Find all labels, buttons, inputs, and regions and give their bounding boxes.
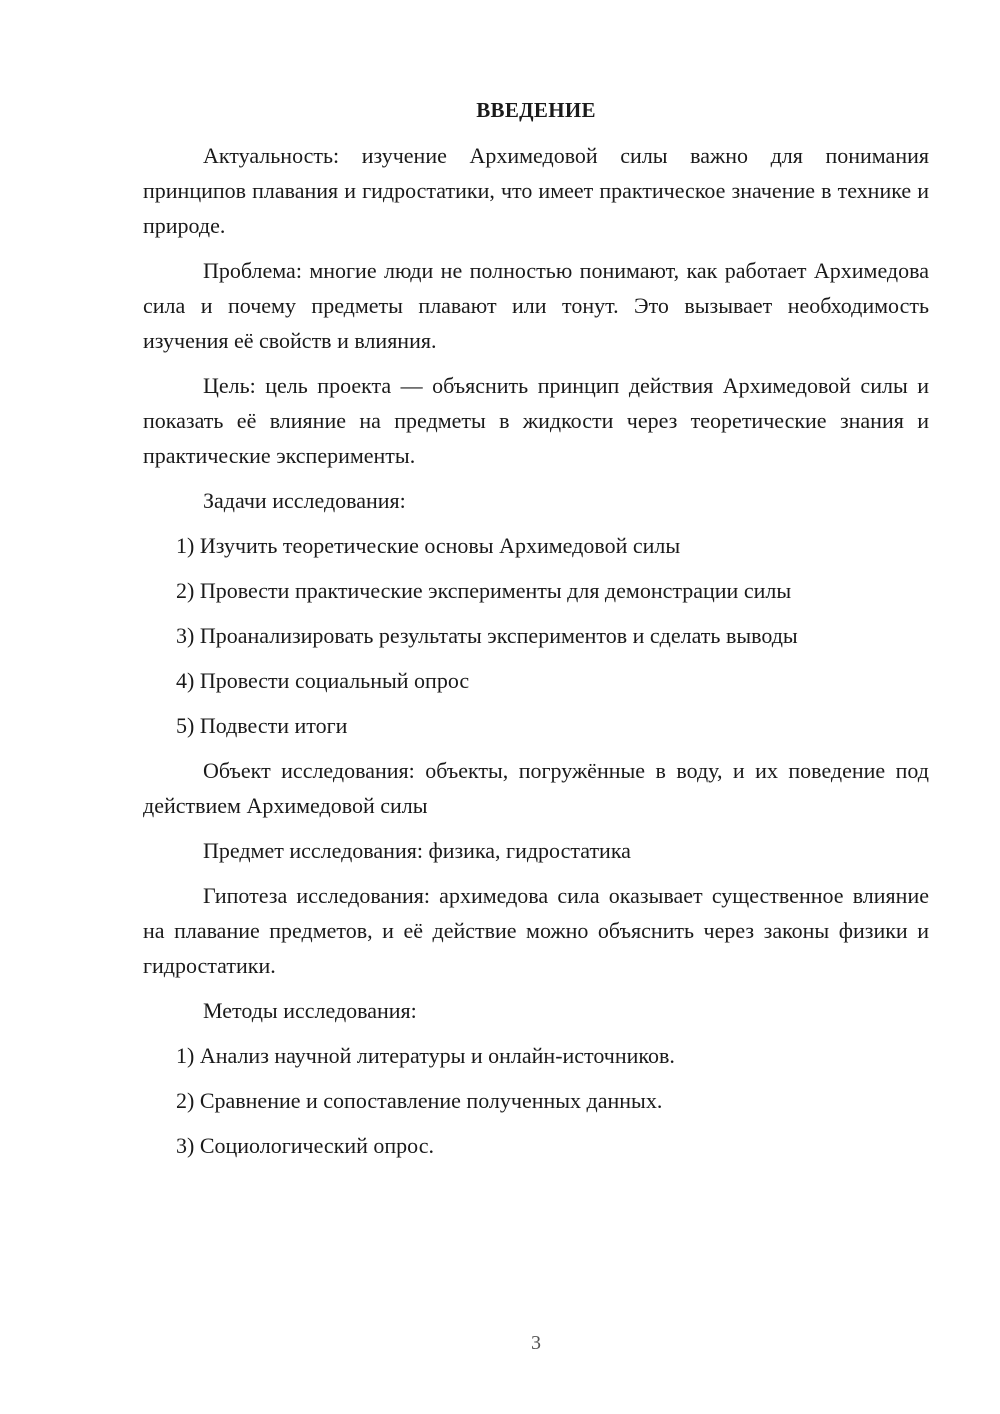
task-item: 2) Провести практические эксперименты для демонстрации силы xyxy=(176,578,792,603)
goal-paragraph: Цель: цель проекта — объяснить принцип действия Архимедовой силы и показать её влияние на предметы в жидкости через теоретические знания и практические эксперименты. xyxy=(143,373,929,468)
task-item: 3) Проанализировать результаты экспериментов и сделать выводы xyxy=(176,623,798,648)
relevance-paragraph: Актуальность: изучение Архимедовой силы важно для понимания принципов плавания и гидростатики, что имеет практическое значение в технике и природе. xyxy=(143,143,929,238)
tasks-title: Задачи исследования: xyxy=(203,488,406,513)
page-content xyxy=(143,93,929,1173)
object-paragraph: Объект исследования: объекты, погружённые в воду, и их поведение под действием Архимедовой силы xyxy=(143,758,929,818)
method-item: 1) Анализ научной литературы и онлайн-источников. xyxy=(176,1043,675,1068)
subject-paragraph: Предмет исследования: физика, гидростатика xyxy=(203,838,631,863)
methods-title: Методы исследования: xyxy=(203,998,417,1023)
method-item: 2) Сравнение и сопоставление полученных данных. xyxy=(176,1088,663,1113)
hypothesis-paragraph: Гипотеза исследования: архимедова сила оказывает существенное влияние на плавание предметов, и её действие можно объяснить через законы физики и гидростатики. xyxy=(143,883,929,978)
problem-paragraph: Проблема: многие люди не полностью понимают, как работает Архимедова сила и почему предметы плавают или тонут. Это вызывает необходимость изучения её свойств и влияния. xyxy=(143,258,929,353)
task-item: 1) Изучить теоретические основы Архимедовой силы xyxy=(176,533,681,558)
task-item: 4) Провести социальный опрос xyxy=(176,668,470,693)
page-title: ВВЕДЕНИЕ xyxy=(476,98,596,122)
task-item: 5) Подвести итоги xyxy=(176,713,348,738)
page-number: 3 xyxy=(531,1332,541,1354)
method-item: 3) Социологический опрос. xyxy=(176,1133,434,1158)
